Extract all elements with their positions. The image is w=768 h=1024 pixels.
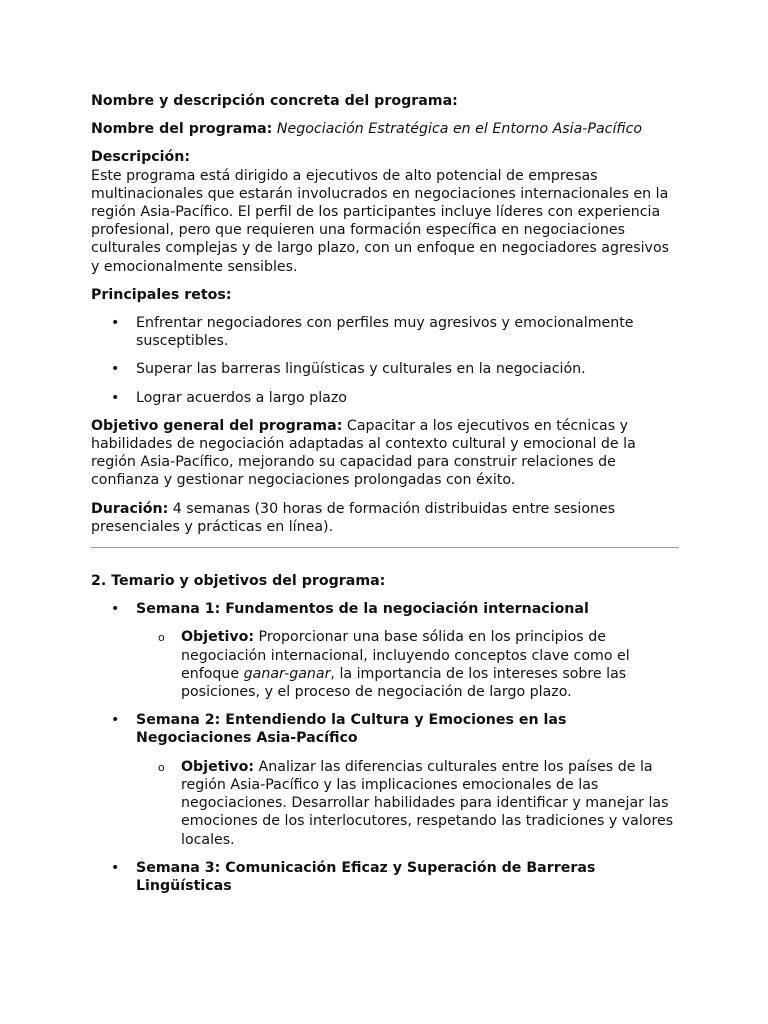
document-page <box>91 92 681 905</box>
list-item: • Lograr acuerdos a largo plazo <box>111 389 347 406</box>
program-name-value: Negociación Estratégica en el Entorno Asia-Pacífico <box>276 121 643 138</box>
list-item: • Enfrentar negociadores con perfiles muy agresivos y emocionalmente susceptibles. <box>111 315 634 350</box>
description-label: Descripción: <box>91 149 191 166</box>
duration-text: 4 semanas (30 horas de formación distribuidas entre sesiones presenciales y prácticas en línea). <box>91 500 616 535</box>
week-sublist <box>136 628 681 701</box>
week-sublist <box>136 758 681 849</box>
objective-text: Capacitar a los ejecutivos en técnicas y habilidades de negociación adaptadas al contexto cultural y emocional de la región Asia-Pacífico, mejorando su capacidad para construir relaciones de confianza y gestionar negociaciones prolongadas con éxito. <box>91 417 636 489</box>
challenges-label: Principales retos: <box>91 286 232 303</box>
circle-bullet-icon: o <box>158 631 165 645</box>
list-item-week-3 <box>91 859 681 895</box>
week-title: Semana 1: Fundamentos de la negociación internacional <box>136 601 589 618</box>
week-objective-label: Objetivo: <box>181 758 255 775</box>
bullet-icon: • <box>111 389 120 406</box>
duration-label: Duración: <box>91 500 169 517</box>
bullet-icon: • <box>111 601 120 618</box>
program-name <box>91 120 681 138</box>
week-title: Semana 2: Entendiendo la Cultura y Emociones en las Negociaciones Asia-Pacífico <box>136 712 567 747</box>
general-objective <box>91 417 681 490</box>
section2-title: 2. Temario y objetivos del programa: <box>91 573 386 590</box>
challenges-list <box>91 314 681 407</box>
week-title: Semana 3: Comunicación Eficaz y Superación de Barreras Lingüísticas <box>136 859 596 894</box>
list-item: o Objetivo: Proporcionar una base sólida en los principios de negociación internacional, incluyendo conceptos clave como el enfoque ganar-ganar, la importancia de los intereses sobre las posiciones, y el proceso de negociación de largo plazo. <box>158 629 630 701</box>
objective-label: Objetivo general del programa: <box>91 417 343 434</box>
week-objective-label: Objetivo: <box>181 629 255 646</box>
bullet-icon: • <box>111 859 120 876</box>
bullet-icon: • <box>111 361 120 378</box>
list-item-week-1 <box>91 600 681 701</box>
list-item-week-2 <box>91 711 681 848</box>
list-item: o Objetivo: Analizar las diferencias culturales entre los países de la región Asia-Pacífico y las implicaciones emocionales de las negociaciones. Desarrollar habilidades para identificar y manejar las emociones de los interlocutores, respetando las tradiciones y valores locales. <box>158 758 674 848</box>
duration <box>91 500 681 536</box>
bullet-icon: • <box>111 315 120 332</box>
section1-title: Nombre y descripción concreta del programa: <box>91 93 458 109</box>
weeks-list <box>91 600 681 895</box>
list-item: • Superar las barreras lingüísticas y culturales en la negociación. <box>111 361 586 378</box>
description-text: Este programa está dirigido a ejecutivos de alto potencial de empresas multinacionales que estarán involucrados en negociaciones internacionales en la región Asia-Pacífico. El perfil de los participantes incluye líderes con experiencia profesional, pero que requieren una formación específica en negociaciones culturales complejas y de largo plazo, con un enfoque en negociadores agresivos y emocionalmente sensibles. <box>91 167 670 275</box>
bullet-icon: • <box>111 712 120 729</box>
horizontal-divider <box>91 547 679 548</box>
circle-bullet-icon: o <box>158 760 165 774</box>
emphasis: ganar-ganar <box>243 665 331 682</box>
program-name-label: Nombre del programa: <box>91 121 273 138</box>
